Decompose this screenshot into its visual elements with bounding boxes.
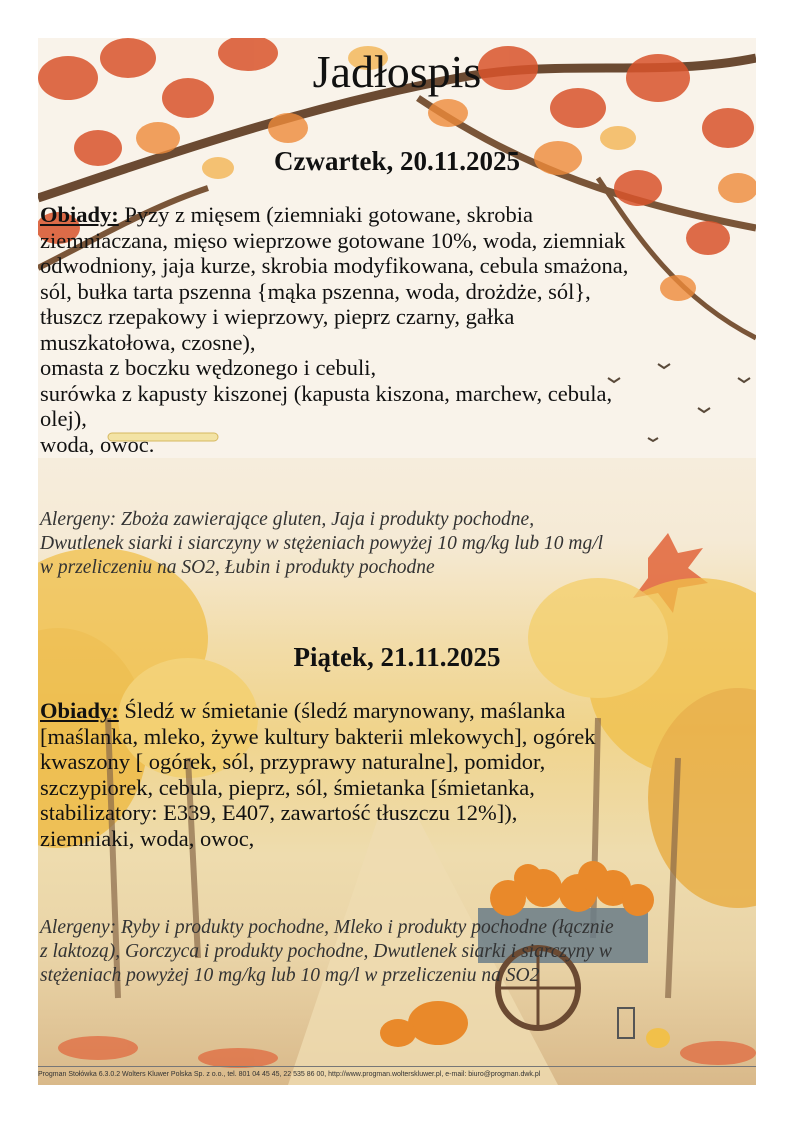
meal-line: omasta z boczku wędzonego i cebuli, [40, 355, 377, 380]
meal-line: szczypiorek, cebula, pieprz, sól, śmietanka [śmietanka, [40, 774, 535, 800]
meal-line: Obiady: Pyzy z mięsem (ziemniaki gotowane, skrobia [40, 202, 534, 227]
allergens-line: w przeliczeniu na SO2, Łubin i produkty pochodne [40, 557, 435, 578]
meal-line: surówka z kapusty kiszonej (kapusta kiszona, marchew, cebula, [40, 380, 613, 406]
allergens-note [40, 916, 756, 988]
meal-line: stabilizatory: E339, E407, zawartość tłuszczu 12%]), [40, 800, 518, 825]
meal-line: sól, bułka tarta pszenna {mąka pszenna, woda, drożdże, sól}, [40, 278, 591, 304]
meal-line: ziemniaczana, mięso wieprzowe gotowane 10%, woda, ziemniak [40, 227, 626, 253]
allergens-line: Dwutlenek siarki i siarczyny w stężeniach powyżej 10 mg/kg lub 10 mg/l [40, 533, 604, 554]
day-heading: Piątek, 21.11.2025 [293, 642, 501, 672]
allergens-line: z laktozą), Gorczyca i produkty pochodne, Dwutlenek siarki i siarczyny w [40, 941, 612, 962]
meal-line: tłuszcz rzepakowy i wieprzowy, pieprz czarny, gałka [40, 304, 515, 329]
allergens-note [40, 508, 756, 580]
meal-line: ziemniaki, woda, owoc, [40, 825, 255, 851]
allergens-line: Alergeny: Zboża zawierające gluten, Jaja i produkty pochodne, [40, 509, 535, 530]
meal-line: olej), [40, 406, 87, 431]
allergens-line: Alergeny: Ryby i produkty pochodne, Mleko i produkty pochodne (łącznie [40, 917, 614, 938]
meal-description [40, 698, 752, 851]
page-title: Jadłospis [312, 46, 482, 97]
meal-line: odwodniony, jaja kurze, skrobia modyfikowana, cebula smażona, [40, 253, 629, 278]
meal-line: woda, owoc. [40, 431, 155, 457]
meal-description [40, 202, 752, 457]
meal-label: Obiady: [40, 698, 119, 723]
footer-note: Progman Stołówka 6.3.0.2 Wolters Kluwer Polska Sp. z o.o., tel. 801 04 45 45, 22 535 86 00, http://www.progman.wolterskluwer.pl, e-mail: biuro@progman.dwk.pl [38, 1071, 541, 1078]
meal-line: [maślanka, mleko, żywe kultury bakterii mlekowych], ogórek [40, 723, 596, 749]
footer-divider [38, 1066, 756, 1067]
allergens-line: stężeniach powyżej 10 mg/kg lub 10 mg/l w przeliczeniu na SO2 [40, 965, 540, 986]
meal-label: Obiady: [40, 202, 119, 227]
meal-line: kwaszony [ ogórek, sól, przyprawy naturalne], pomidor, [40, 749, 546, 774]
meal-line: Obiady: Śledź w śmietanie (śledź marynowany, maślanka [40, 698, 566, 723]
meal-line: muszkatołowa, czosne), [40, 329, 256, 355]
day-heading: Czwartek, 20.11.2025 [274, 146, 520, 176]
